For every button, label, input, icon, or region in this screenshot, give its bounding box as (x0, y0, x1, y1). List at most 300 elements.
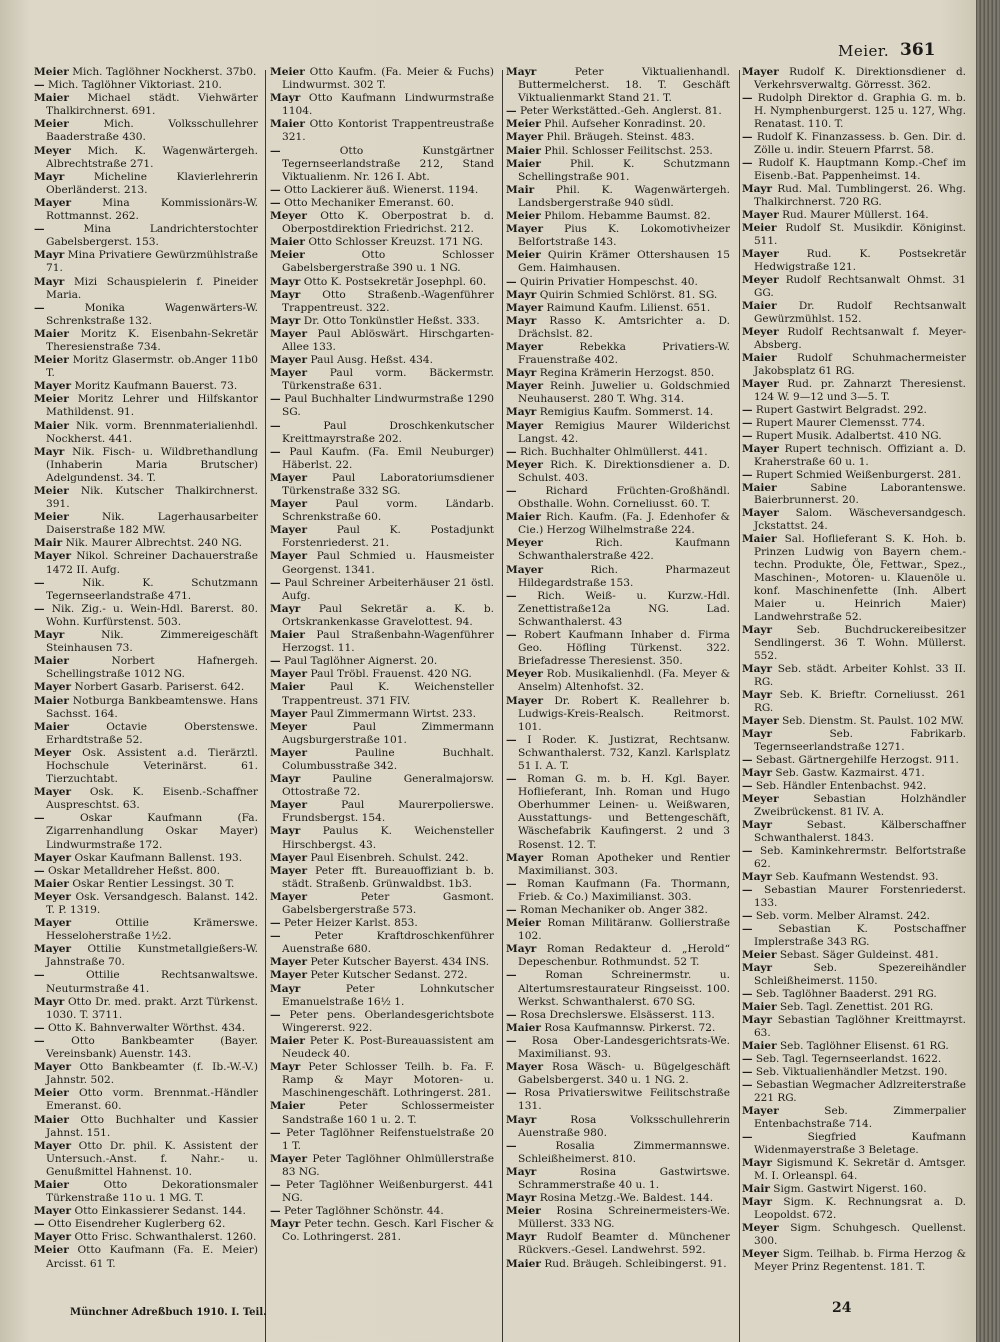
directory-entry (270, 92, 494, 118)
entry-details: Oskar Metalldreher Heßst. 800. (47, 864, 220, 877)
entry-surname: Maier (742, 533, 777, 546)
entry-surname: Meier (34, 354, 69, 367)
entry-surname: Meier (34, 66, 69, 78)
directory-entry (34, 1140, 258, 1179)
directory-entry (506, 564, 730, 590)
directory-entry (34, 603, 258, 629)
entry-surname: Mayer (506, 694, 544, 707)
directory-entry (270, 969, 494, 982)
entry-surname: Mayr (506, 314, 537, 327)
directory-entry (270, 865, 494, 891)
entry-details: Otto K. Postsekretär Josephpl. 60. (303, 275, 487, 288)
directory-entry (34, 446, 258, 485)
directory-entry (742, 715, 966, 728)
directory-entry (506, 380, 730, 406)
directory-entry (742, 1040, 966, 1053)
directory-entry (34, 969, 258, 995)
directory-entry (34, 92, 258, 118)
entry-surname: Mayer (270, 851, 308, 864)
entry-details: Ottilie Kunstmetallgießers-W. Jahnstraße 70. (46, 943, 258, 969)
directory-entry (34, 996, 258, 1022)
entry-details: Otto Lackierer äuß. Wienerst. 1194. (283, 183, 479, 196)
entry-details: Sigm. Teilhab. b. Firma Herzog & Meyer Prinz Regentenst. 181. T. (754, 1247, 966, 1273)
entry-surname: Meyer (742, 325, 779, 338)
entry-details: Rich. Weiß- u. Kurzw.-Hdl. Zenettistraße12a NG. Lad. Schwanthalerst. 43 (518, 589, 730, 628)
entry-details: Otto Bankbeamter (f. Ib.-W.-V.) Jahnstr. 502. (46, 1061, 258, 1087)
directory-entry (34, 1087, 258, 1113)
entry-details: Pius K. Lokomotivheizer Belfortstraße 143. (518, 223, 730, 249)
entry-details: Rosa Ober-Landesgerichtsrats-We. Maximilianst. 93. (518, 1034, 730, 1061)
entry-details: Sebastian Wegmacher Adlzreiterstraße 221 RG. (754, 1078, 966, 1104)
entry-details: Otto Bankbeamter (Bayer. Vereinsbank) Auenstr. 143. (46, 1034, 258, 1061)
entry-surname: — (506, 1139, 517, 1152)
entry-details: Paul Taglöhner Aignerst. 20. (283, 655, 438, 668)
entry-surname: Mayer (34, 681, 72, 694)
directory-entry (34, 118, 258, 144)
directory-entry (742, 430, 966, 443)
entry-details: Siegfried Kaufmann Widenmayerstraße 3 Beletage. (754, 1130, 966, 1156)
directory-entry (742, 962, 966, 988)
entry-details: Peter Taglöhner Weißenburgerst. 441 NG. (282, 1178, 494, 1205)
directory-entry (506, 629, 730, 668)
entry-surname: Mayr (742, 663, 773, 676)
entry-details: Otto Frisc. Schwanthalerst. 1260. (74, 1231, 257, 1244)
entry-surname: Mayer (270, 367, 308, 380)
directory-entry (34, 79, 258, 92)
entry-surname: Mayer (270, 550, 308, 563)
directory-entry (270, 289, 494, 315)
directory-entry (506, 249, 730, 275)
entry-surname: Meyer (742, 1221, 779, 1234)
entry-surname: — (506, 275, 517, 288)
entry-surname: Maier (34, 419, 69, 432)
directory-entry (34, 891, 258, 917)
entry-surname: Mayer (506, 301, 544, 314)
entry-details: Mina Landrichterstochter Gabelsbergerst. 153. (46, 223, 258, 249)
entry-details: Octavie Oberstenswe. Erhardtstraße 52. (46, 720, 258, 746)
entry-surname: Mayer (506, 131, 544, 144)
directory-entry (34, 1035, 258, 1061)
footer-imprint: Münchner Adreßbuch 1910. I. Teil. (70, 1307, 267, 1318)
directory-entry (506, 1205, 730, 1231)
entry-details: Paul Laboratoriumsdiener Türkenstraße 332 SG. (282, 471, 494, 497)
directory-entry (34, 852, 258, 865)
directory-entry (506, 210, 730, 223)
directory-entry (506, 590, 730, 629)
entry-details: Nik. Zig.- u. Wein-Hdl. Barerst. 80. Wohn. Kurfürstenst. 503. (46, 602, 258, 628)
entry-details: Rupert Musik. Adalbertst. 410 NG. (755, 429, 942, 442)
entry-surname: — (34, 79, 45, 92)
entry-details: Otto Kontorist Trappentreustraße 321. (282, 118, 494, 144)
entry-surname: — (34, 576, 45, 589)
directory-entry (34, 145, 258, 171)
directory-entry (506, 158, 730, 184)
directory-entry (506, 695, 730, 734)
directory-entry (34, 380, 258, 393)
entry-surname: — (506, 733, 517, 746)
entry-details: Salom. Wäscheversandgesch. Jckstattst. 24. (754, 507, 966, 533)
directory-entry (34, 276, 258, 302)
entry-details: Mina Kommissionärs-W. Rottmannst. 262. (46, 196, 258, 223)
entry-details: Rich. Kaufmann Schwanthalerstraße 422. (518, 537, 730, 563)
entry-surname: — (34, 812, 45, 825)
entry-details: Dr. Robert K. Reallehrer b. Ludwigs-Kreis-Realsch. Reitmorst. 101. (518, 694, 730, 733)
entry-surname: Mair (34, 537, 63, 550)
directory-entry (270, 917, 494, 930)
directory-entry (270, 420, 494, 446)
entry-details: Oskar Kaufmann (Fa. Zigarrenhandlung Oskar Mayer) Lindwurmstraße 172. (46, 812, 258, 851)
directory-column-1 (34, 66, 258, 1276)
directory-entry (742, 469, 966, 482)
entry-surname: — (506, 485, 517, 497)
entry-details: Roman Mechaniker ob. Anger 382. (519, 904, 708, 916)
entry-surname: Maier (34, 327, 69, 340)
directory-entry (34, 1244, 258, 1270)
entry-details: Otto K. Oberpostrat b. d. Oberpostdirektion Friedrichst. 212. (282, 210, 494, 236)
entry-surname: Mayr (506, 1231, 537, 1244)
entry-details: Seb. städt. Arbeiter Kohlst. 33 II. RG. (754, 663, 966, 689)
directory-entry (270, 668, 494, 681)
entry-details: Raimund Kaufm. Lilienst. 651. (546, 301, 711, 314)
entry-details: Roman Apotheker und Rentier Maximilianst. 303. (518, 851, 730, 877)
entry-surname: — (270, 930, 281, 943)
entry-details: Paulus K. Weichensteller Hirschbergst. 43. (282, 825, 494, 851)
entry-details: Paul Eisenbreh. Schulst. 242. (310, 851, 469, 864)
directory-entry (270, 1179, 494, 1205)
entry-surname: — (742, 1078, 753, 1091)
directory-entry (270, 1009, 494, 1035)
entry-details: Nik. Zimmereigeschäft Steinhausen 73. (46, 629, 258, 655)
entry-details: Sigm. Gastwirt Nigerst. 160. (773, 1182, 927, 1195)
entry-surname: — (506, 969, 517, 982)
entry-surname: Mayer (34, 196, 72, 209)
entry-details: Sebast. Kälberschaffner Schwanthalerst. 1843. (754, 819, 966, 845)
entry-details: Rich. K. Direktionsdiener a. D. Schulst. 403. (518, 458, 730, 484)
directory-entry (742, 767, 966, 780)
entry-surname: — (742, 754, 753, 767)
entry-surname: Maier (270, 236, 305, 249)
entry-surname: Meier (506, 249, 541, 262)
entry-details: Remigius Kaufm. Sommerst. 14. (539, 406, 714, 419)
directory-entry (34, 328, 258, 354)
entry-details: Moritz Kaufmann Bauerst. 73. (74, 380, 238, 393)
entry-details: Rudolf Beamter d. Münchener Rückvers.-Gesel. Landwehrst. 592. (518, 1231, 730, 1257)
entry-surname: Mayer (506, 1061, 544, 1074)
entry-surname: Maier (270, 1034, 305, 1047)
entry-surname: Mayer (34, 1139, 72, 1152)
directory-entry (506, 1061, 730, 1087)
directory-column-3 (506, 66, 730, 1276)
directory-entry (742, 689, 966, 715)
directory-entry (270, 315, 494, 328)
entry-details: Seb. Dienstm. St. Paulst. 102 MW. (782, 715, 964, 728)
entry-surname: — (270, 1126, 281, 1139)
entry-details: Rich. Buchhalter Ohlmüllerst. 441. (519, 445, 708, 458)
entry-surname: Mair (742, 1182, 770, 1195)
entry-surname: Mayer (270, 1152, 308, 1165)
entry-surname: Mayr (742, 1013, 773, 1026)
directory-entry (270, 1127, 494, 1153)
directory-entry (506, 734, 730, 773)
entry-details: Roman G. m. b. H. Kgl. Bayer. Hoflieferant, Inh. Roman und Hugo Oberhummer Leinen- u. Weißwaren, Ausstattungs- und Bettengeschäft, Wäschefabrik Kaufingerst. 2 und 3 Rosenst. 12. T. (518, 773, 730, 851)
entry-details: Rudolf Rechtsanwalt f. Meyer-Absberg. (754, 325, 966, 351)
directory-entry (34, 393, 258, 419)
directory-entry (742, 533, 966, 624)
directory-entry (506, 276, 730, 289)
directory-entry (270, 852, 494, 865)
entry-details: Peter Heizer Karlst. 853. (283, 917, 418, 930)
directory-entry (270, 603, 494, 629)
entry-surname: Mayr (742, 624, 773, 637)
directory-entry (742, 819, 966, 845)
directory-entry (270, 354, 494, 367)
directory-entry (742, 754, 966, 767)
directory-entry (34, 511, 258, 537)
entry-details: Otto Eisendreher Kuglerberg 62. (47, 1218, 226, 1231)
entry-details: Paul Zimmermann Augsburgerstraße 101. (282, 720, 494, 746)
entry-surname: — (742, 845, 753, 858)
directory-entry (270, 956, 494, 969)
entry-surname: — (742, 429, 753, 442)
entry-surname: Mayer (270, 956, 308, 969)
directory-entry (742, 248, 966, 274)
directory-entry (506, 66, 730, 105)
entry-surname: Mayer (506, 223, 544, 236)
entry-surname: Maier (506, 1021, 541, 1034)
directory-entry (506, 668, 730, 694)
directory-entry (34, 66, 258, 79)
entry-surname: — (506, 1008, 517, 1021)
entry-surname: Meier (34, 485, 69, 497)
entry-surname: Meyer (270, 210, 307, 223)
entry-surname: — (742, 922, 753, 935)
entry-surname: — (742, 91, 753, 104)
entry-surname: Mayer (34, 1231, 72, 1244)
entry-surname: — (270, 196, 281, 209)
directory-entry (506, 1035, 730, 1061)
directory-entry (506, 917, 730, 943)
entry-surname: — (742, 1052, 753, 1065)
entry-details: Roman Redakteur d. „Herold“ Depeschenbur. Rothmundst. 52 T. (518, 943, 730, 969)
entry-details: Rasso K. Amtsrichter a. D. Drächslst. 82. (518, 314, 730, 340)
entry-details: Rosina Gastwirtswe. Schrammerstraße 40 u. 1. (518, 1165, 730, 1191)
entry-details: Seb. K. Brieftr. Corneliusst. 261 RG. (754, 689, 966, 715)
directory-entry (506, 1192, 730, 1205)
entry-details: Otto Schlosser Kreuzst. 171 NG. (308, 236, 484, 249)
entry-surname: Meyer (270, 720, 307, 733)
entry-details: Rudolf K. Direktionsdiener d. Verkehrsverwaltg. Görresst. 362. (754, 66, 966, 91)
entry-details: Regina Krämerin Herzogst. 850. (539, 367, 715, 380)
entry-surname: Meier (506, 118, 541, 131)
directory-entry (506, 537, 730, 563)
entry-details: Peter Taglöhner Ohlmüllerstraße 83 NG. (282, 1152, 494, 1178)
entry-details: Seb. Kaufmann Westendst. 93. (775, 871, 939, 884)
entry-surname: — (34, 301, 45, 314)
directory-entry (506, 943, 730, 969)
directory-entry (506, 406, 730, 419)
entry-details: Remigius Maurer Wilderichst Langst. 42. (518, 419, 730, 445)
entry-surname: Mayer (506, 340, 544, 353)
directory-entry (742, 1079, 966, 1105)
entry-details: Seb. Fabrikarb. Tegernseerlandstraße 1271. (754, 728, 966, 754)
entry-details: Otto Mechaniker Emeranst. 60. (283, 196, 454, 209)
entry-surname: — (742, 156, 753, 169)
entry-surname: Mayr (270, 92, 301, 105)
entry-details: Peter techn. Gesch. Karl Fischer & Co. Lothringerst. 281. (282, 1218, 494, 1244)
directory-entry (270, 825, 494, 851)
entry-surname: — (270, 183, 281, 196)
entry-surname: Mayer (34, 851, 72, 864)
entry-surname: — (742, 403, 753, 416)
directory-entry (506, 1087, 730, 1113)
directory-entry (506, 184, 730, 210)
directory-entry (34, 747, 258, 786)
directory-entry (742, 1066, 966, 1079)
entry-surname: Maier (34, 655, 69, 668)
directory-entry (742, 1222, 966, 1248)
entry-surname: — (742, 987, 753, 1000)
entry-surname: Mayr (506, 367, 537, 380)
directory-entry (742, 404, 966, 417)
entry-surname: Mayr (34, 629, 65, 642)
directory-entry (270, 773, 494, 799)
directory-entry (742, 482, 966, 508)
directory-entry (34, 171, 258, 197)
entry-surname: — (270, 1205, 281, 1218)
directory-entry (34, 485, 258, 511)
entry-details: Seb. Viktualienhändler Metzst. 190. (755, 1065, 948, 1078)
directory-columns (34, 66, 970, 1276)
entry-surname: — (34, 602, 45, 615)
entry-surname: Meier (270, 66, 305, 78)
directory-entry (742, 871, 966, 884)
entry-details: Phil. Schlosser Feilitschst. 253. (544, 144, 713, 157)
entry-surname: Meyer (742, 793, 779, 806)
directory-entry (270, 393, 494, 419)
entry-details: I Roder. K. Justizrat, Rechtsanw. Schwanthalerst. 732, Kanzl. Karlsplatz 51 I. A. T. (518, 733, 730, 772)
entry-details: Notburga Bankbeamtenswe. Hans Sachsst. 164. (46, 694, 258, 720)
entry-surname: — (742, 416, 753, 429)
directory-entry (34, 550, 258, 576)
entry-details: Nik. Maurer Albrechtst. 240 NG. (65, 537, 243, 550)
directory-entry (742, 988, 966, 1001)
entry-surname: Maier (34, 720, 69, 733)
entry-details: Paul Buchhalter Lindwurmstraße 1290 SG. (282, 393, 494, 419)
directory-entry (34, 223, 258, 249)
directory-entry (742, 1001, 966, 1014)
entry-surname: — (742, 1130, 753, 1143)
entry-surname: Mayer (270, 471, 308, 484)
entry-surname: Maier (34, 1178, 69, 1191)
entry-surname: Mayer (742, 442, 779, 455)
entry-details: Nik. Lagerhausarbeiter Daiserstraße 182 MW. (46, 511, 258, 537)
entry-surname: Mayer (34, 786, 72, 799)
entry-surname: Meier (34, 1244, 69, 1257)
directory-entry (270, 118, 494, 144)
entry-details: Rosalia Zimmermannswe. Schleißheimerst. 810. (518, 1139, 730, 1165)
entry-details: Sebastian Maurer Forstenriederst. 133. (754, 884, 966, 909)
entry-details: Paul vorm. Bäckermstr. Türkenstraße 631. (282, 367, 494, 393)
directory-entry (742, 793, 966, 819)
directory-entry (506, 223, 730, 249)
entry-surname: Mayer (34, 550, 72, 563)
directory-entry (506, 367, 730, 380)
directory-entry (34, 1231, 258, 1244)
directory-entry (270, 799, 494, 825)
entry-details: Peter Werkstätted.-Geh. Anglerst. 81. (519, 105, 722, 118)
entry-surname: — (34, 969, 45, 982)
entry-details: Peter Schlossermeister Sandstraße 160 1 u. 2. T. (282, 1100, 494, 1126)
directory-entry (742, 624, 966, 663)
entry-surname: Maier (506, 511, 541, 524)
entry-details: Rich. Kaufm. (Fa. J. Edenhofer & Cie.) Herzog Wilhelmstraße 224. (518, 511, 730, 537)
directory-entry (270, 681, 494, 707)
entry-surname: — (270, 144, 281, 157)
entry-details: Seb. Händler Entenbachst. 942. (755, 780, 927, 793)
entry-surname: Mayr (34, 249, 65, 262)
entry-details: Otto Kaufmann Lindwurmstraße 1104. (282, 92, 494, 118)
directory-entry (742, 910, 966, 923)
directory-entry (34, 786, 258, 812)
entry-details: Nik. Kutscher Thalkirchnerst. 391. (46, 485, 258, 511)
entry-details: Philom. Hebamme Baumst. 82. (544, 210, 711, 223)
entry-surname: Meyer (506, 537, 543, 550)
entry-details: Sal. Hoflieferant S. K. Hoh. b. Prinzen Ludwig von Bayern chem.-techn. Produkte, Öle, Fettwar., Spez., Maschinen-, Motoren- u. Klauenöle u. konf. Maschinenfette (Inh. Albert Maier u. Heinrich Maier) Landwehrstraße 52. (754, 533, 966, 624)
entry-details: Peter Kutscher Bayerst. 434 INS. (310, 956, 490, 969)
entry-details: Rudolf Schuhmachermeister Jakobsplatz 61 RG. (754, 351, 966, 377)
entry-surname: Mayer (742, 1104, 779, 1117)
entry-details: Rupert technisch. Offiziant a. D. Kraherstraße 60 u. 1. (754, 442, 966, 468)
directory-entry (506, 511, 730, 537)
entry-surname: Mayr (506, 406, 537, 419)
entry-details: Quirin Privatier Hompeschst. 40. (519, 275, 698, 288)
entry-surname: Mayer (270, 707, 308, 720)
entry-details: Otto Dr. phil. K. Assistent der Untersuch.-Anst. f. Nahr.- u. Genußmittel Hahnenst. 10. (46, 1139, 258, 1178)
entry-surname: Maier (506, 144, 541, 157)
directory-entry (506, 105, 730, 118)
entry-details: Rosina Schreinermeisters-We. Müllerst. 333 NG. (518, 1205, 730, 1231)
directory-entry (742, 507, 966, 533)
entry-surname: Maier (34, 694, 69, 707)
entry-surname: Mayr (34, 275, 65, 288)
entry-surname: — (742, 130, 753, 143)
entry-details: Otto Straßenb.-Wagenführer Trappentreust. 322. (282, 288, 494, 314)
entry-details: Paul Kaufm. (Fa. Emil Neuburger) Häberlst. 22. (282, 445, 494, 471)
entry-details: Roman Kaufmann (Fa. Thormann, Frieb. & Co.) Maximilianst. 303. (518, 877, 730, 903)
entry-surname: Mayr (506, 66, 537, 78)
entry-details: Sebast. Gärtnergehilfe Herzogst. 911. (755, 754, 959, 767)
entry-details: Mich. Volksschullehrer Baaderstraße 430. (46, 118, 258, 144)
entry-surname: — (34, 864, 45, 877)
entry-surname: Mayr (270, 288, 301, 301)
directory-entry (742, 1131, 966, 1157)
directory-entry (270, 524, 494, 550)
directory-entry (270, 66, 494, 92)
directory-entry (506, 1258, 730, 1271)
entry-details: Paul Tröbl. Frauenst. 420 NG. (310, 668, 472, 681)
entry-details: Nik. K. Schutzmann Tegernseerlandstraße 471. (46, 576, 258, 602)
entry-details: Moritz K. Eisenbahn-Sekretär Theresienstraße 734. (46, 327, 258, 353)
entry-details: Moritz Glasermstr. ob.Anger 11b0 T. (46, 354, 258, 380)
entry-surname: Mayer (742, 507, 779, 520)
entry-surname: — (742, 780, 753, 793)
directory-entry (270, 891, 494, 917)
entry-details: Paul Sekretär a. K. b. Ortskrankenkasse Gravelottest. 94. (282, 602, 494, 628)
entry-details: Quirin Krämer Ottershausen 15 Gem. Haimhausen. (518, 249, 730, 275)
directory-entry (34, 197, 258, 223)
entry-details: Rudolf Rechtsanwalt Ohmst. 31 GG. (754, 273, 966, 299)
entry-details: Norbert Hafnergeh. Schellingstraße 1012 NG. (46, 655, 258, 681)
